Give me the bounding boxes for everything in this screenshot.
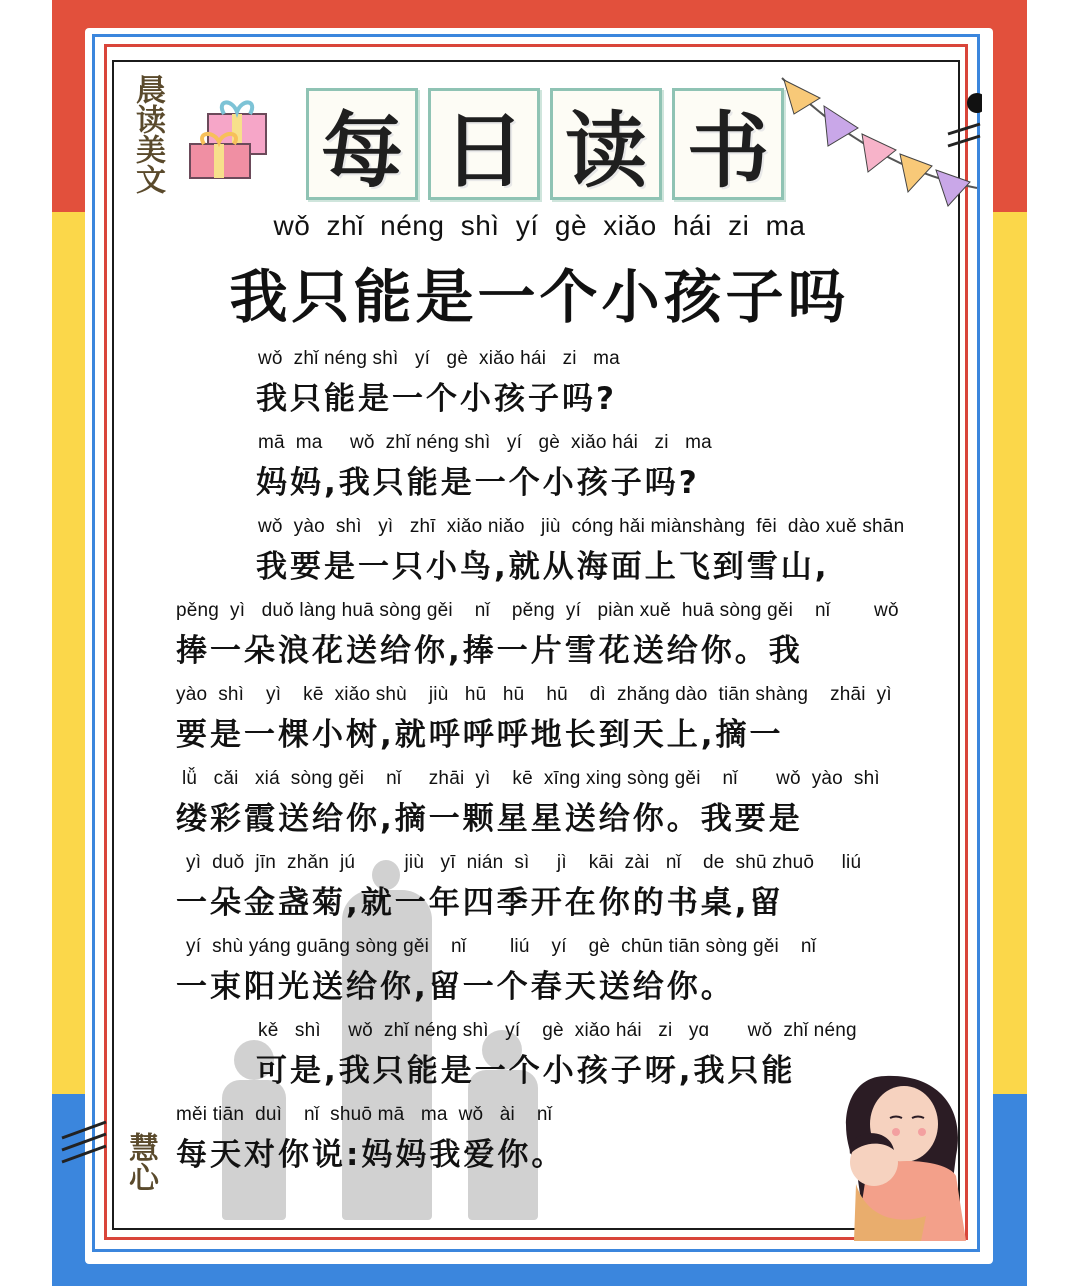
line-pinyin: pěng yì duǒ làng huā sòng gěi nǐ pěng yí piàn xuě huā sòng gěi nǐ wǒ	[176, 600, 899, 621]
line-text: 一朵金盏菊,就一年四季开在你的书桌,留	[176, 885, 784, 921]
gift-box-icon	[186, 92, 282, 184]
title-char: 每	[306, 88, 418, 200]
slash-marks-icon	[58, 1118, 118, 1168]
heading-pinyin: wǒ zhǐ néng shì yí gè xiǎo hái zi ma	[273, 210, 806, 241]
line-text: 妈妈,我只能是一个小孩子吗?	[256, 465, 700, 501]
line-text: 每天对你说:妈妈我爱你。	[176, 1137, 566, 1173]
line-pinyin: lǚ cǎi xiá sòng gěi nǐ zhāi yì kē xīng xing sòng gěi nǐ wǒ yào shì	[182, 768, 880, 789]
line-text: 我要是一只小鸟,就从海面上飞到雪山,	[256, 549, 830, 585]
title-char: 书	[672, 88, 784, 200]
mother-child-illustration	[826, 1066, 986, 1246]
line-pinyin: yí shù yáng guāng sòng gěi nǐ liú yí gè chūn tiān sòng gěi nǐ	[186, 936, 817, 957]
line-text: 我只能是一个小孩子吗?	[256, 381, 617, 417]
line-pinyin: yì duǒ jīn zhǎn jú jiù yī nián sì jì kāi zài nǐ de shū zhuō liú	[186, 852, 862, 873]
line-pinyin: měi tiān duì nǐ shuō mā ma wǒ ài nǐ	[176, 1104, 553, 1125]
line-pinyin: kě shì wǒ zhǐ néng shì yí gè xiǎo hái zi yɑ wǒ zhǐ néng	[258, 1020, 857, 1041]
line-text: 要是一棵小树,就呼呼呼地长到天上,摘一	[176, 717, 784, 753]
heading-text: 我只能是一个小孩子吗	[229, 263, 850, 331]
brand-signature: 慧心	[123, 1132, 158, 1192]
line-text: 可是,我只能是一个小孩子呀,我只能	[256, 1053, 796, 1089]
line-text: 一束阳光送给你,留一个春天送给你。	[176, 969, 735, 1005]
title-char: 读	[550, 88, 662, 200]
line-pinyin: yào shì yì kē xiǎo shù jiù hū hū hū dì zhǎng dào tiān shàng zhāi yì	[176, 684, 892, 705]
line-pinyin: wǒ yào shì yì zhī xiǎo niǎo jiù cóng hǎi miànshàng fēi dào xuě shān	[258, 516, 905, 537]
line-text: 缕彩霞送给你,摘一颗星星送给你。我要是	[176, 801, 803, 837]
title-char: 日	[428, 88, 540, 200]
line-text: 捧一朵浪花送给你,捧一片雪花送给你。我	[176, 633, 803, 669]
line-pinyin: mā ma wǒ zhǐ néng shì yí gè xiǎo hái zi ma	[258, 432, 712, 453]
line-pinyin: wǒ zhǐ néng shì yí gè xiǎo hái zi ma	[258, 348, 620, 369]
title-tiles	[306, 88, 784, 199]
brand-side-text: 晨读美文	[130, 74, 165, 194]
slash-marks-icon	[944, 120, 984, 160]
